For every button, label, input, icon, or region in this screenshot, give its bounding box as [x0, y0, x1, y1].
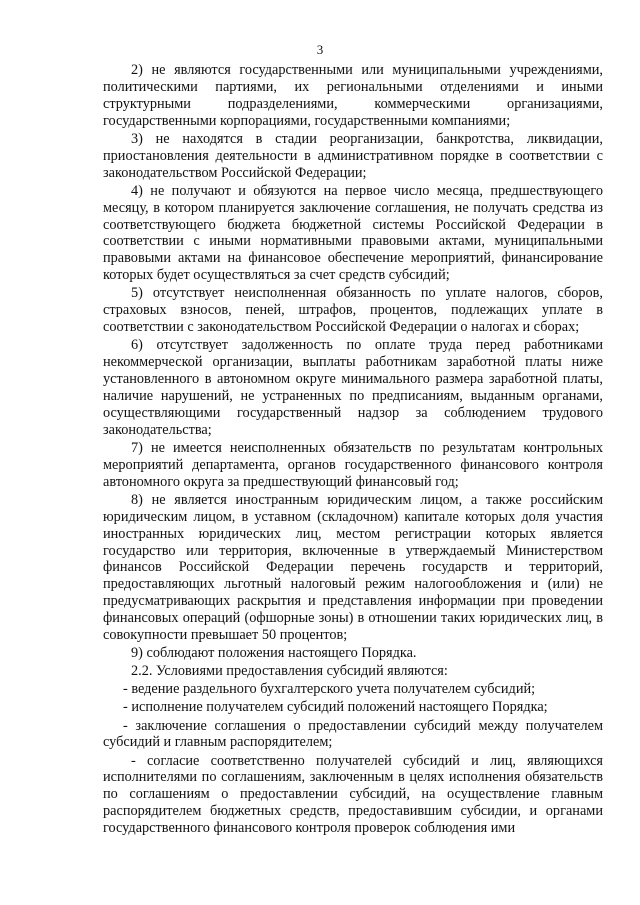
document-body — [103, 62, 603, 838]
paragraph-item-5: 5) отсутствует неисполненная обязанность по уплате налогов, сборов, страховых взносов, пеней, штрафов, процентов, подлежащих уплате в соответствии с законодательством Российской Федерации о налогах и сборах; — [103, 285, 603, 336]
condition-accounting: - ведение раздельного бухгалтерского учета получателем субсидий; — [123, 681, 536, 698]
condition-consent: - согласие соответственно получателей субсидий и лиц, являющихся исполнителями по соглашениям, заключенным в целях исполнения обязательств по соглашениям о предоставлении субсидий, на осуществление главным распорядителем бюджетных средств, предоставившим субсидии, и органами государственного финансового контроля проверок соблюдения ими — [103, 752, 603, 837]
condition-agreement: - заключение соглашения о предоставлении субсидий между получателем субсидий и главным распорядителем; — [103, 717, 603, 751]
page-number: 3 — [316, 42, 324, 57]
section-2-2-heading: 2.2. Условиями предоставления субсидий являются: — [131, 663, 448, 680]
paragraph-item-7: 7) не имеется неисполненных обязательств по результатам контрольных мероприятий департамента, органов государственного финансового контроля автономного округа за предшествующий финансовый год; — [103, 439, 603, 490]
condition-compliance: - исполнение получателем субсидий положений настоящего Порядка; — [123, 699, 548, 716]
paragraph-item-8: 8) не является иностранным юридическим лицом, а также российским юридическим лицом, в уставном (складочном) капитале которых доля участия иностранных юридических лиц, местом регистрации которых является государство или территория, включенные в утверждаемый Министерством финансов Российской Федерации перечень государств и территорий, предоставляющих льготный налоговый режим налогообложения и (или) не предусматривающих раскрытия и представления информации при проведении финансовых операций (офшорные зоны) в отношении таких юридических лиц, в совокупности превышает 50 процентов; — [103, 491, 603, 644]
paragraph-item-6: 6) отсутствует задолженность по оплате труда перед работниками некоммерческой организации, выплаты работникам заработной платы ниже установленного в автономном округе минимального размера заработной платы, наличие нарушений, не устраненных по предписаниям, выданным органами, осуществляющими государственный надзор за соблюдением трудового законодательства; — [103, 337, 603, 438]
paragraph-item-9: 9) соблюдают положения настоящего Порядка. — [131, 645, 417, 662]
paragraph-item-4: 4) не получают и обязуются на первое число месяца, предшествующего месяцу, в котором планируется заключение соглашения, не получать средства из соответствующего бюджета бюджетной системы Российской Федерации в соответствии с иными нормативными правовыми актами, муниципальными правовыми актами на финансовое обеспечение мероприятий, финансирование которых будет осуществляться за счет средств субсидий; — [103, 182, 603, 284]
paragraph-item-3: 3) не находятся в стадии реорганизации, банкротства, ликвидации, приостановления деятельности в административном порядке в соответствии с законодательством Российской Федерации; — [103, 130, 603, 181]
paragraph-item-2: 2) не являются государственными или муниципальными учреждениями, политическими партиями, их региональными отделениями и иными структурными подразделениями, коммерческими организациями, государственными корпорациями, государственными компаниями; — [103, 62, 603, 129]
